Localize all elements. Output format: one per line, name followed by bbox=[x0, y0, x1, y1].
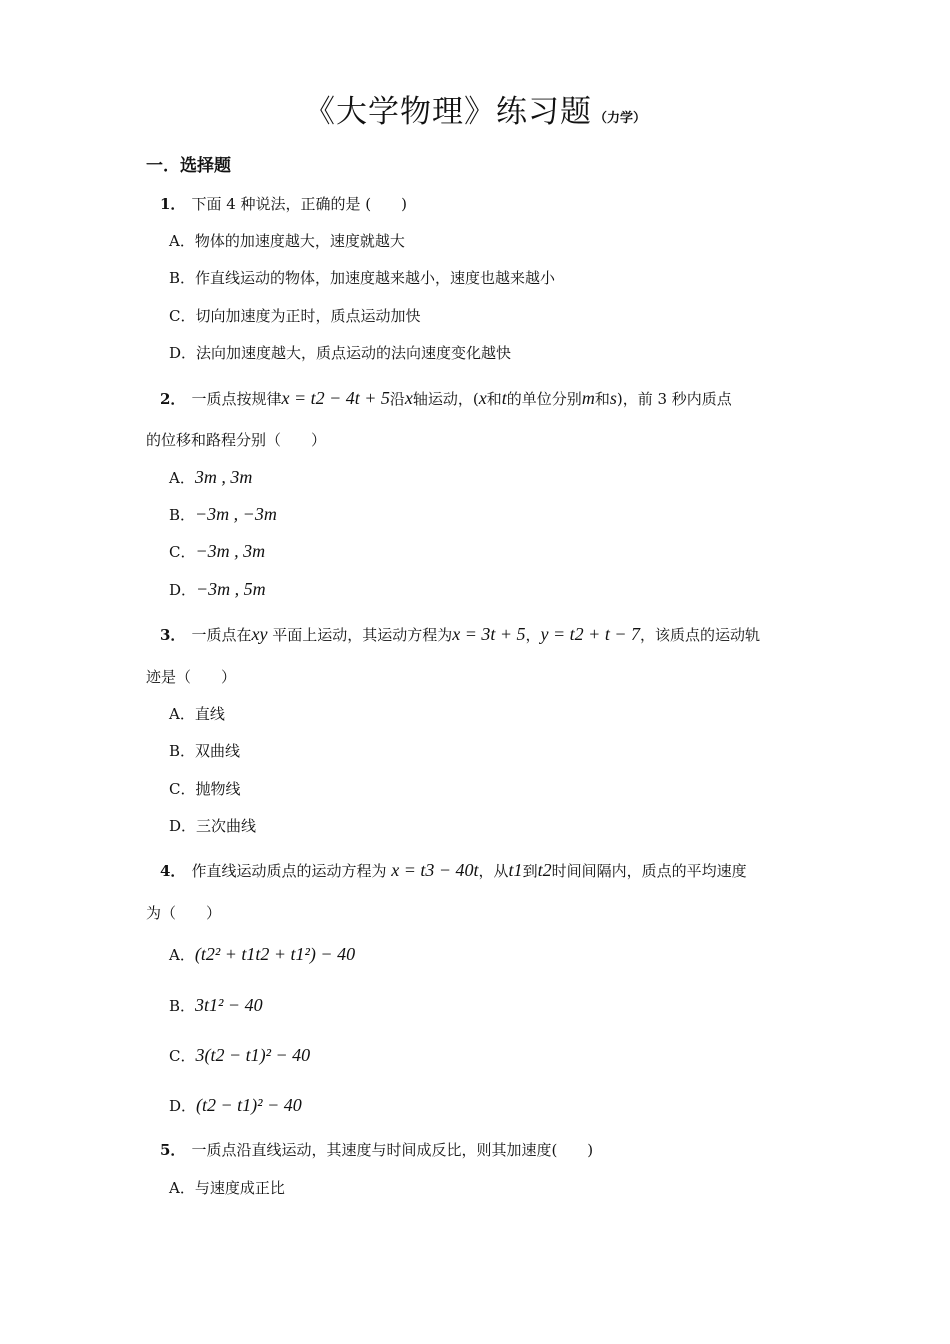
q2-text-5: 的单位分别 bbox=[506, 390, 582, 408]
q4-text-2: ，从 bbox=[478, 862, 509, 880]
q3-comma: ， bbox=[525, 626, 541, 644]
q4-var-t1: t1 bbox=[508, 860, 523, 880]
q2-text-2: 沿 bbox=[389, 390, 405, 408]
option-math: 3(t2 − t1)² − 40 bbox=[195, 1045, 311, 1065]
q2-text-4: 和 bbox=[486, 390, 502, 408]
q4-text-4: 时间间隔内，质点的平均速度 bbox=[551, 862, 747, 880]
q2-text-6: 和 bbox=[594, 390, 610, 408]
q4-option-d bbox=[169, 1095, 302, 1116]
q2-unit-s: s bbox=[609, 388, 617, 408]
title-text: 《大学物理》练习题 bbox=[303, 94, 592, 130]
q1-option-d: D．法向加速度越大，质点运动的法向速度变化越快 bbox=[169, 344, 512, 362]
q2-option-c bbox=[169, 541, 265, 562]
option-label: A． bbox=[169, 946, 195, 964]
question-2 bbox=[160, 388, 732, 409]
title-suffix: （力学） bbox=[593, 111, 646, 126]
question-number: 3． bbox=[160, 626, 186, 644]
q2-option-b bbox=[169, 504, 277, 525]
question-text: 一质点沿直线运动，其速度与时间成反比，则其加速度( ) bbox=[191, 1141, 594, 1159]
option-label: C． bbox=[169, 1047, 196, 1065]
q1-option-c: C．切向加速度为正时，质点运动加快 bbox=[169, 307, 421, 325]
q4-option-b bbox=[169, 995, 263, 1016]
q3-option-a: A．直线 bbox=[169, 705, 225, 723]
option-label: B． bbox=[169, 506, 196, 524]
q2-option-a bbox=[169, 467, 252, 488]
q3-line-2: 迹是（ ） bbox=[146, 668, 237, 686]
q3-option-c: C．抛物线 bbox=[169, 780, 241, 798]
option-math: −3m , 3m bbox=[195, 541, 266, 561]
q2-var-x-2: x bbox=[478, 388, 487, 408]
q3-option-b: B．双曲线 bbox=[169, 742, 241, 760]
option-math: 3m , 3m bbox=[194, 467, 253, 487]
question-number: 1． bbox=[160, 195, 186, 213]
option-math: 3t1² − 40 bbox=[195, 995, 263, 1015]
q4-line-2: 为（ ） bbox=[146, 904, 222, 922]
q4-text-3: 到 bbox=[522, 862, 538, 880]
q3-text-3: ，该质点的运动轨 bbox=[639, 626, 760, 644]
option-label: D． bbox=[169, 1097, 197, 1115]
q2-text-3: 轴运动，( bbox=[412, 390, 479, 408]
q3-option-d: D．三次曲线 bbox=[169, 817, 257, 835]
q2-var-t: t bbox=[501, 388, 507, 408]
option-label: A． bbox=[169, 469, 195, 487]
question-number: 4． bbox=[160, 862, 186, 880]
q2-unit-m: m bbox=[581, 388, 595, 408]
option-math: (t2² + t1t2 + t1²) − 40 bbox=[194, 944, 356, 964]
question-text: 下面 4 种说法，正确的是 ( ) bbox=[191, 195, 407, 213]
q2-text-7: )，前 3 秒内质点 bbox=[616, 390, 732, 408]
option-label: B． bbox=[169, 997, 196, 1015]
question-number: 2． bbox=[160, 390, 186, 408]
q2-option-d bbox=[169, 579, 266, 600]
q4-option-a bbox=[169, 944, 355, 965]
question-number: 5． bbox=[160, 1141, 186, 1159]
question-5 bbox=[160, 1140, 593, 1160]
document-title bbox=[0, 86, 950, 131]
option-math: (t2 − t1)² − 40 bbox=[196, 1095, 302, 1115]
q2-text-1: 一质点按规律 bbox=[191, 390, 282, 408]
section-heading: 一．选择题 bbox=[146, 156, 231, 176]
q2-line-2: 的位移和路程分别（ ） bbox=[146, 431, 327, 449]
option-label: D． bbox=[169, 581, 197, 599]
option-math: −3m , 5m bbox=[196, 579, 266, 599]
q4-equation: x = t3 − 40t bbox=[391, 860, 479, 880]
q3-equation-y: y = t2 + t − 7 bbox=[540, 624, 640, 644]
option-math: −3m , −3m bbox=[195, 504, 277, 524]
q2-var-x: x bbox=[404, 388, 413, 408]
question-4 bbox=[160, 860, 747, 881]
question-3 bbox=[160, 624, 760, 645]
q3-equation-x: x = 3t + 5 bbox=[452, 624, 526, 644]
q4-var-t2: t2 bbox=[537, 860, 552, 880]
q3-text-1: 一质点在 bbox=[191, 626, 252, 644]
q2-equation: x = t2 − 4t + 5 bbox=[281, 388, 390, 408]
q4-text-1: 作直线运动质点的运动方程为 bbox=[191, 862, 387, 880]
q3-text-2: 平面上运动，其运动方程为 bbox=[272, 626, 453, 644]
q3-var-xy: xy bbox=[251, 624, 268, 644]
q5-option-a: A．与速度成正比 bbox=[169, 1179, 285, 1197]
q4-option-c bbox=[169, 1045, 310, 1066]
question-1 bbox=[160, 194, 407, 214]
option-label: C． bbox=[169, 543, 196, 561]
q1-option-a: A．物体的加速度越大，速度就越大 bbox=[169, 232, 405, 250]
q1-option-b: B．作直线运动的物体，加速度越来越小，速度也越来越小 bbox=[169, 269, 556, 287]
